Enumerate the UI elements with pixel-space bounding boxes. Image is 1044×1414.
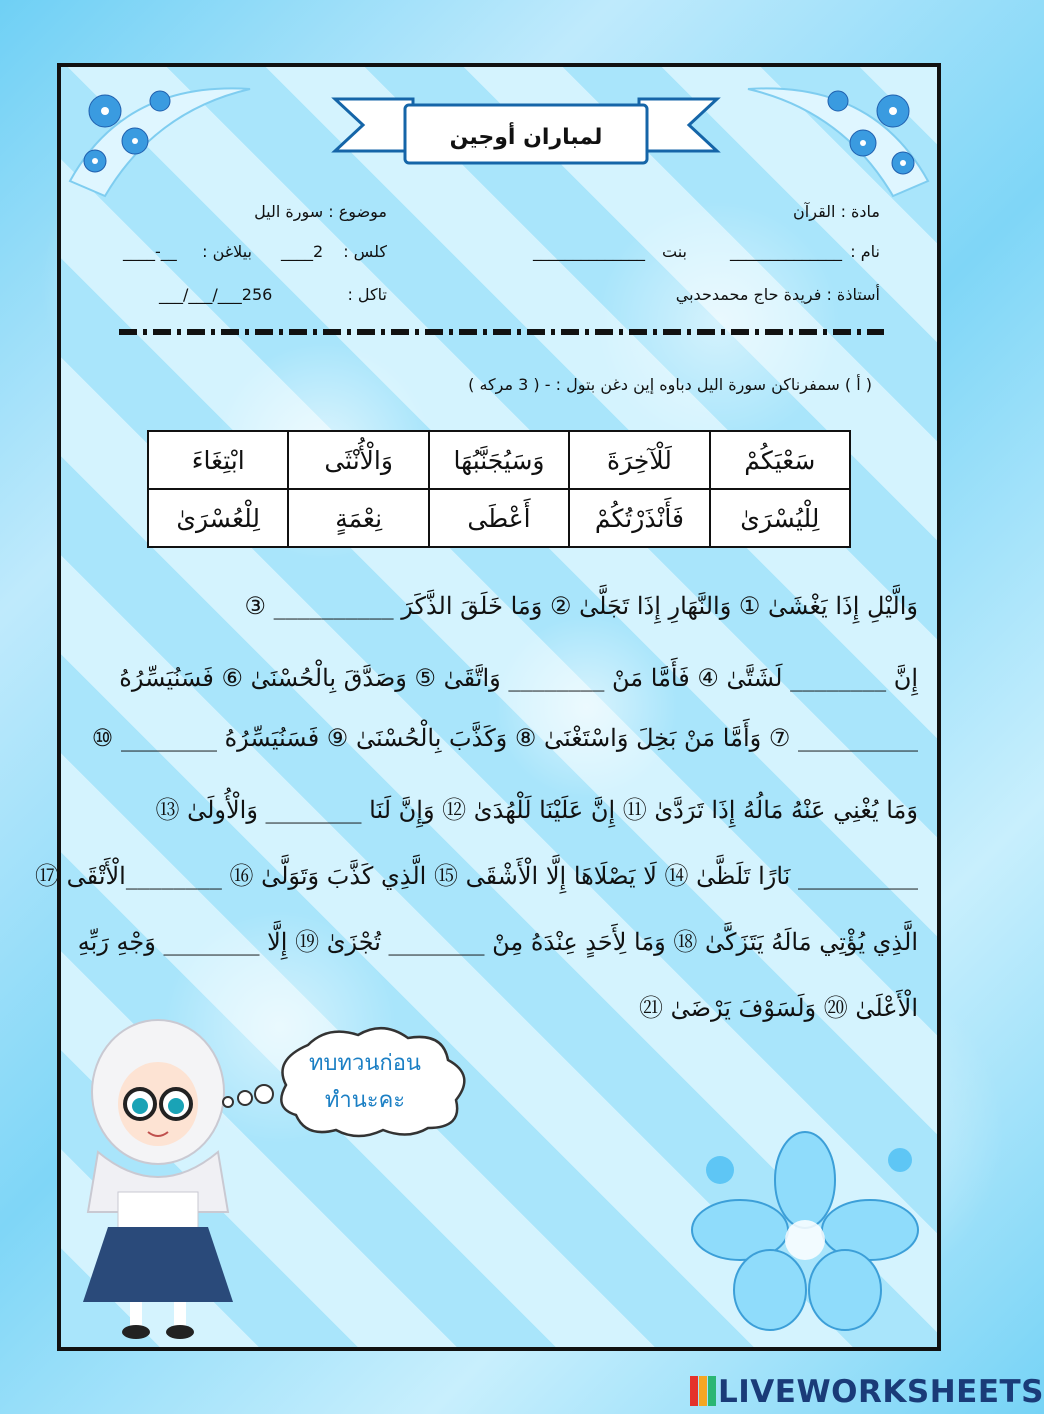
word-cell[interactable]: سَعْيَكُمْ [710, 431, 850, 489]
thought-bubble-icon [218, 1020, 480, 1140]
bubble-text-line-2: ทำนะคะ [324, 1088, 406, 1113]
daughter-field[interactable]: ______________ [533, 242, 645, 261]
word-cell[interactable]: لِلْيُسْرَىٰ [710, 489, 850, 547]
instruction-text: ( أ ) سمفرناكن سورة اليل دباوه إين دغن بتول : - ( 3 مركه ) [468, 375, 872, 394]
verse-line-4[interactable]: وَمَا يُغْنِي عَنْهُ مَالُهُ إِذَا تَرَدَّىٰ ⑪ إِنَّ عَلَيْنَا لَلْهُدَىٰ ⑫ وَإِنَّ لَنَا ________ وَالْأُولَىٰ ⑬ [155, 796, 918, 824]
girl-illustration-icon [78, 1012, 238, 1344]
verse-line-3[interactable]: __________ ⑦ وَأَمَّا مَنْ بَخِلَ وَاسْتَغْنَىٰ ⑧ وَكَذَّبَ بِالْحُسْنَىٰ ⑨ فَسَنُيَسِّرُهُ ________ ⑩ [91, 724, 918, 752]
divider-line [119, 329, 884, 335]
date-field[interactable]: ___/___/___256 [159, 285, 273, 304]
word-cell[interactable]: فَأَنْذَرْتُكُمْ [569, 489, 709, 547]
verse-line-1[interactable]: وَالَّيْلِ إِذَا يَغْشَىٰ ① وَالنَّهَارِ إِذَا تَجَلَّىٰ ② وَمَا خَلَقَ الذَّكَرَ __________ ③ [244, 592, 918, 620]
name-field[interactable]: ______________ [730, 242, 842, 261]
bubble-text-line-1: ทบทวนก่อน [309, 1051, 421, 1076]
verse-line-7[interactable]: الْأَعْلَىٰ ⑳ وَلَسَوْفَ يَرْضَىٰ ㉑ [638, 994, 918, 1022]
liveworksheets-logo-icon [690, 1376, 716, 1406]
number-field[interactable]: ____-__ [123, 242, 177, 261]
teacher-label: أستاذة : فريدة حاج محمدحدبي [675, 285, 880, 304]
word-cell[interactable]: نِعْمَةٍ [288, 489, 428, 547]
topic-label: موضوع : سورة اليل [254, 202, 387, 221]
word-cell[interactable]: لِلْعُسْرَىٰ [148, 489, 288, 547]
watermark-text: LIVEWORKSHEETS [718, 1374, 1044, 1410]
word-cell[interactable]: أَعْطَى [429, 489, 569, 547]
word-cell[interactable]: وَسَيُجَنَّبُهَا [429, 431, 569, 489]
word-cell[interactable]: وَالْأُنْثَى [288, 431, 428, 489]
flower-decoration-top-left-icon [65, 71, 255, 201]
number-label: بيلاغن : [202, 242, 252, 261]
class-field[interactable]: ____2 [281, 242, 324, 261]
name-label: نام : [850, 242, 880, 261]
verse-line-6[interactable]: الَّذِي يُؤْتِي مَالَهُ يَتَزَكَّىٰ ⑱ وَمَا لِأَحَدٍ عِنْدَهُ مِنْ ________ تُجْزَىٰ ⑲ إِلَّا ________ وَجْهِ رَبِّهِ [77, 928, 918, 956]
word-cell[interactable]: ابْتِغَاءَ [148, 431, 288, 489]
date-label: تاكل : [347, 285, 387, 304]
subject-label: مادة : القرآن [793, 202, 880, 221]
verse-line-2[interactable]: إِنَّ ________ لَشَتَّىٰ ④ فَأَمَّا مَنْ ________ وَاتَّقَىٰ ⑤ وَصَدَّقَ بِالْحُسْنَىٰ ⑥ فَسَنُيَسِّرُهُ [119, 664, 918, 692]
table-row [148, 489, 850, 547]
word-bank-table [147, 430, 851, 548]
page-title: لمباران أوجين [449, 125, 603, 150]
verse-line-5[interactable]: __________ نَارًا تَلَظَّىٰ ⑭ لَا يَصْلَاهَا إِلَّا الْأَشْقَى ⑮ الَّذِي كَذَّبَ وَتَوَلَّىٰ ⑯ ________الْأَتْقَى ⑰ [35, 862, 918, 890]
flower-decoration-bottom-right-icon [680, 1130, 930, 1340]
daughter-label: بنت [662, 242, 687, 261]
flower-decoration-top-right-icon [743, 71, 933, 201]
word-cell[interactable]: لَلْآخِرَةَ [569, 431, 709, 489]
class-label: كلس : [343, 242, 387, 261]
table-row [148, 431, 850, 489]
